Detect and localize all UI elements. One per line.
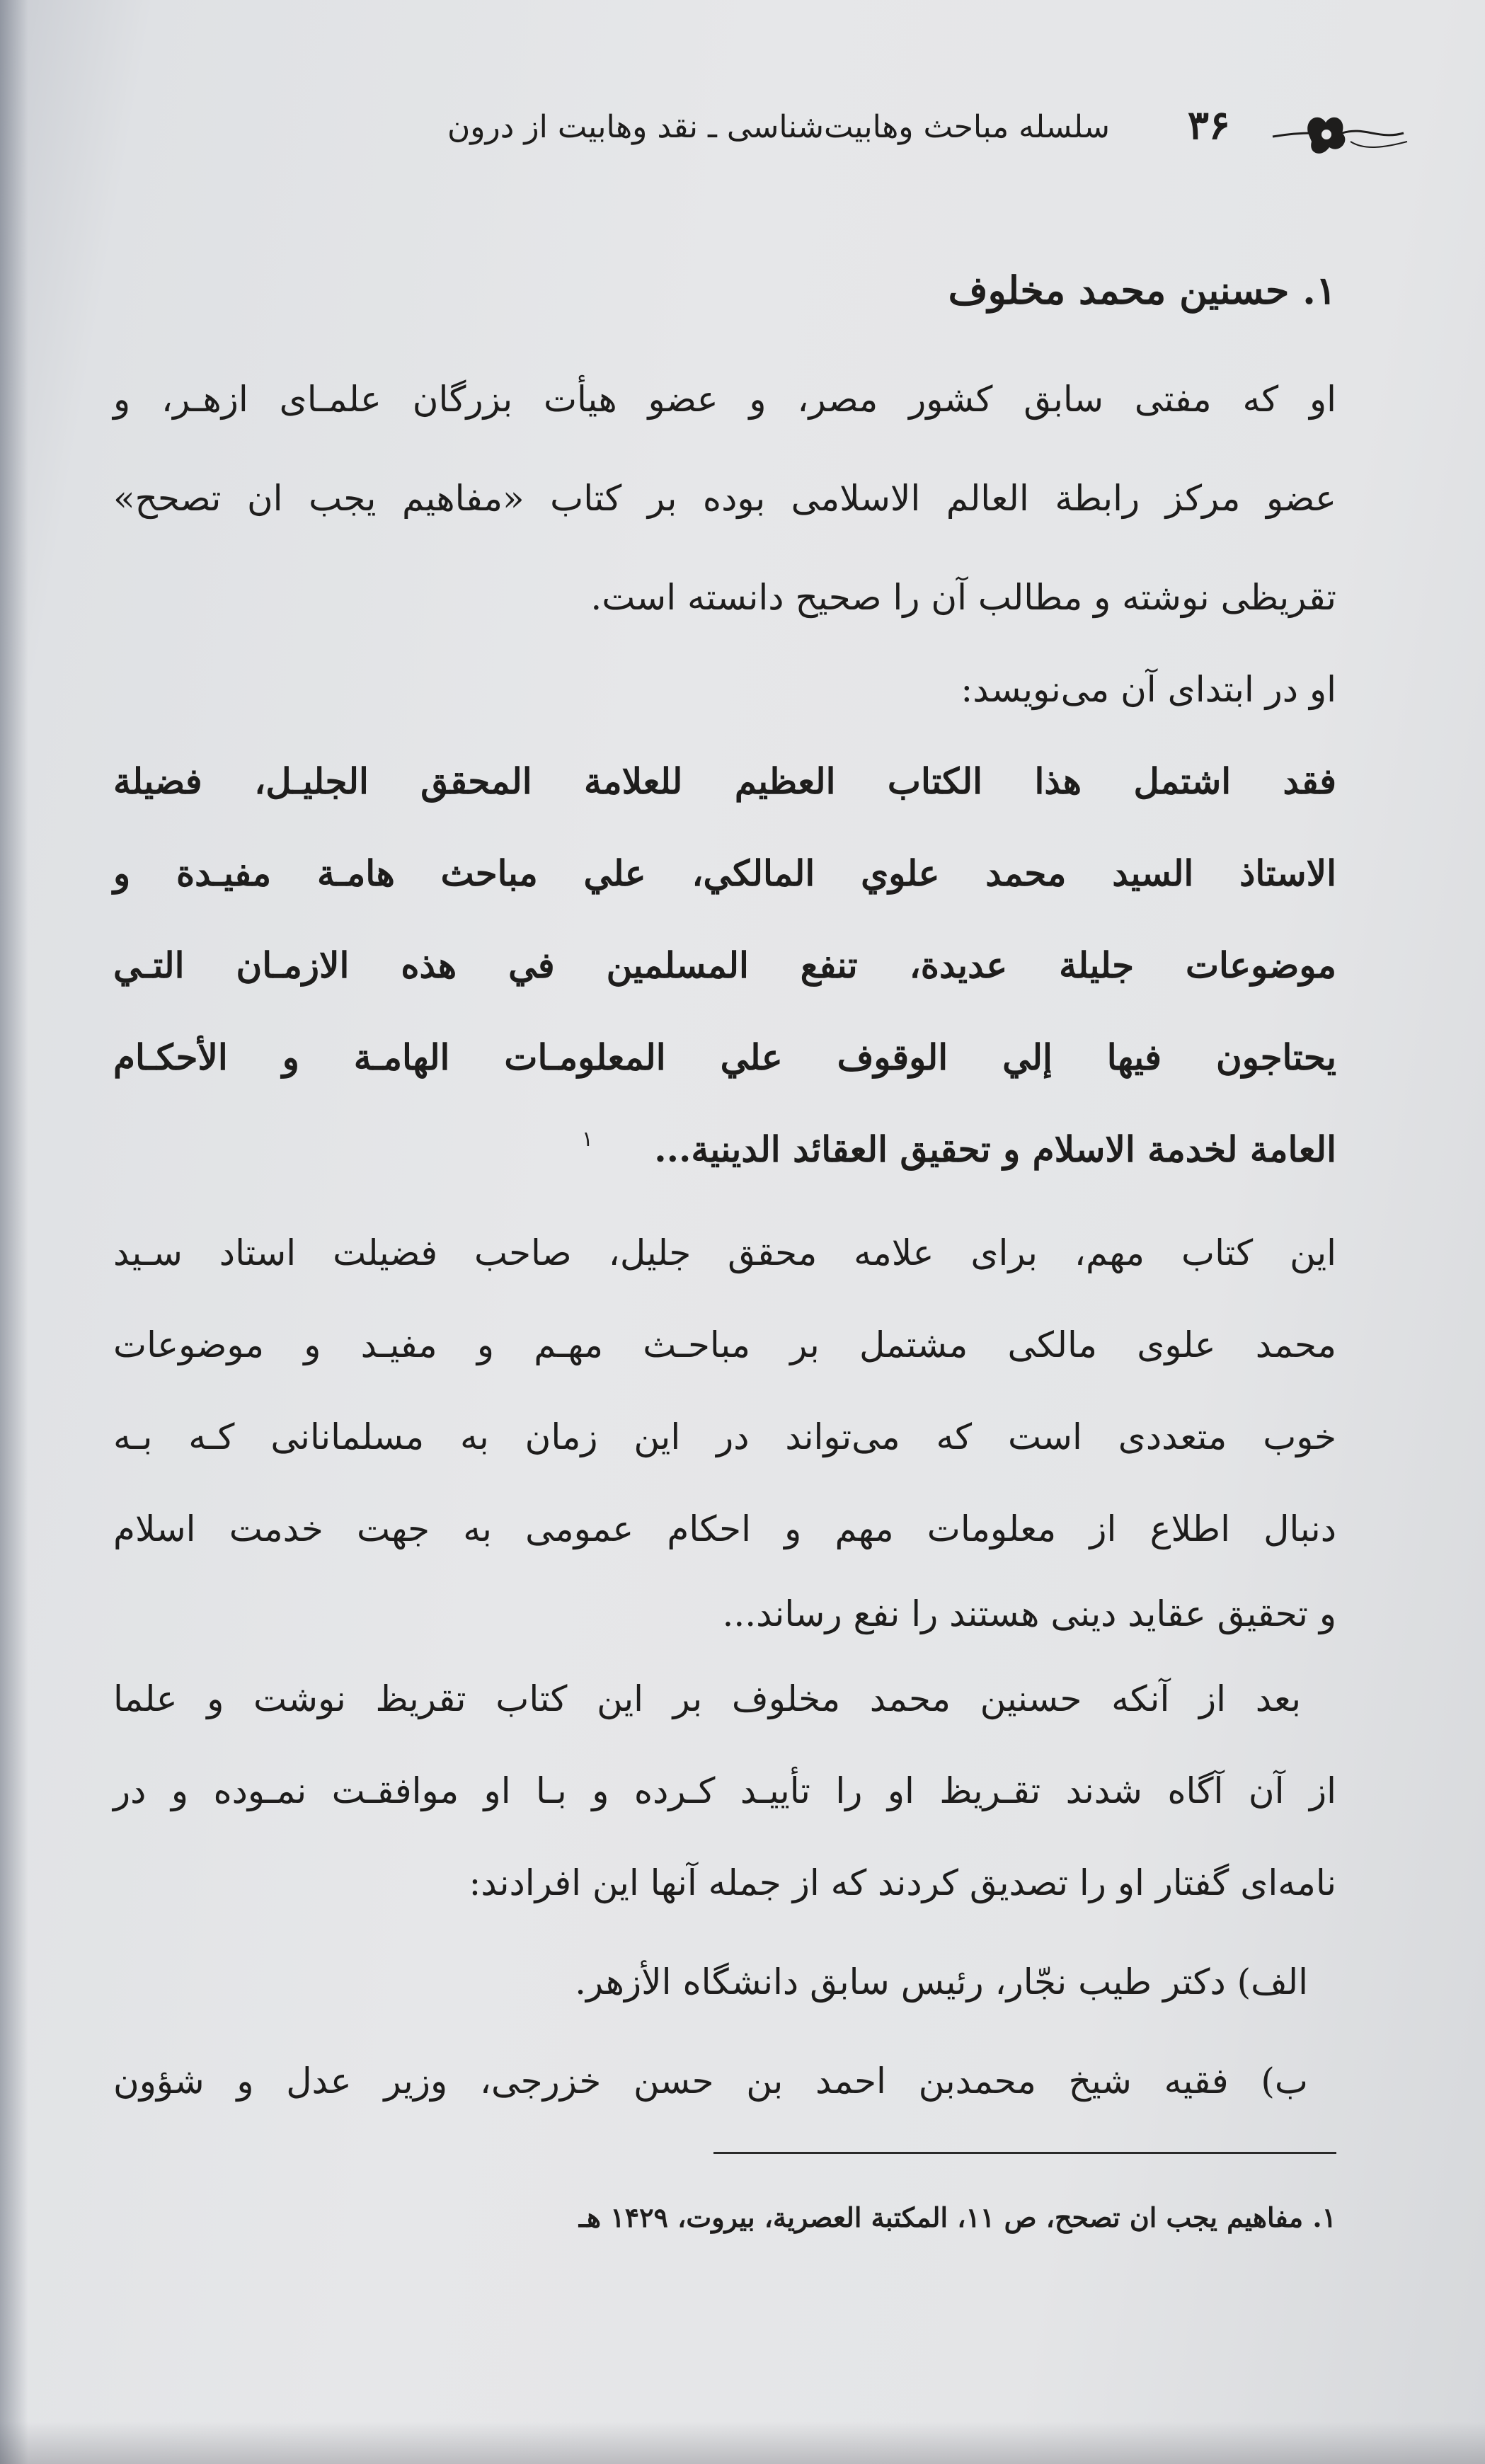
paragraph-1-line-1: او که مفتی سابق کشور مصر، و عضو هیأت بزرگان علمـای ازهـر، و bbox=[113, 379, 1336, 420]
page-number: ۳۶ bbox=[1187, 102, 1230, 149]
footnote: ۱. مفاهیم یجب ان تصحح، ص ۱۱، المکتبة العصریة، بیروت، ۱۴۲۹ هـ bbox=[578, 2201, 1336, 2233]
translation-line-3: خوب متعددی است که می‌تواند در این زمان به مسلمانانی کـه بـه bbox=[113, 1416, 1336, 1457]
paragraph-3-line-2: از آن آگاه شدند تقـریظ او را تأییـد کـرده و بـا او موافقـت نمـوده و در bbox=[113, 1770, 1336, 1811]
paragraph-2: او در ابتدای آن می‌نویسد: bbox=[961, 669, 1336, 710]
translation-line-2: محمد علوی مالکی مشتمل بر مباحـث مهـم و مفیـد و موضوعات bbox=[113, 1324, 1336, 1365]
footnote-divider bbox=[713, 2152, 1336, 2154]
paragraph-3-line-1: بعد از آنکه حسنین محمد مخلوف بر این کتاب تقریظ نوشت و علما bbox=[113, 1678, 1301, 1719]
list-item-2: ب) فقیه شیخ محمدبن احمد بن حسن خزرجی، وزیر عدل و شؤون bbox=[113, 2061, 1308, 2102]
list-item-1: الف) دکتر طیب نجّار، رئیس سابق دانشگاه الأزهر. bbox=[575, 1961, 1308, 2002]
section-heading: ۱. حسنین محمد مخلوف bbox=[948, 268, 1336, 313]
running-title: سلسله مباحث وهابیت‌شناسی ـ نقد وهابیت از درون bbox=[447, 109, 1110, 145]
paragraph-1-line-3: تقریظی نوشته و مطالب آن را صحیح دانسته است. bbox=[590, 577, 1336, 618]
quote-line-4: يحتاجون فيها إلي الوقوف علي المعلومـات الهامـة و الأحكـام bbox=[113, 1036, 1336, 1078]
translation-line-1: این کتاب مهم، برای علامه محقق جلیل، صاحب فضیلت استاد سـید bbox=[113, 1232, 1336, 1273]
translation-line-5: و تحقیق عقاید دینی هستند را نفع رساند... bbox=[722, 1593, 1336, 1634]
quote-line-3: موضوعات جليلة عديدة، تنفع المسلمين في هذه الازمـان التـي bbox=[113, 944, 1336, 986]
page-spine-shadow bbox=[0, 0, 28, 2464]
paragraph-1-line-2: عضو مرکز رابطة العالم الاسلامی بوده بر کتاب «مفاهیم یجب ان تصحح» bbox=[113, 478, 1336, 519]
paragraph-3-line-3: نامه‌ای گفتار او را تصدیق کردند که از جمله آنها این افرادند: bbox=[469, 1862, 1336, 1903]
translation-line-4: دنبال اطلاع از معلومات مهم و احکام عمومی به جهت خدمت اسلام bbox=[113, 1508, 1336, 1549]
running-header bbox=[113, 71, 1336, 156]
quote-line-1: فقد اشتمل هذا الكتاب العظيم للعلامة المحقق الجليـل، فضيلة bbox=[113, 760, 1336, 802]
floral-ornament-icon bbox=[1266, 98, 1435, 168]
footnote-marker: ۱ bbox=[581, 1127, 593, 1152]
page-bottom-shadow bbox=[0, 2422, 1485, 2464]
quote-line-2: الاستاذ السيد محمد علوي المالكي، علي مباحث هامـة مفيـدة و bbox=[113, 852, 1336, 894]
quote-line-5: العامة لخدمة الاسلام و تحقيق العقائد الدينية... bbox=[654, 1128, 1336, 1170]
